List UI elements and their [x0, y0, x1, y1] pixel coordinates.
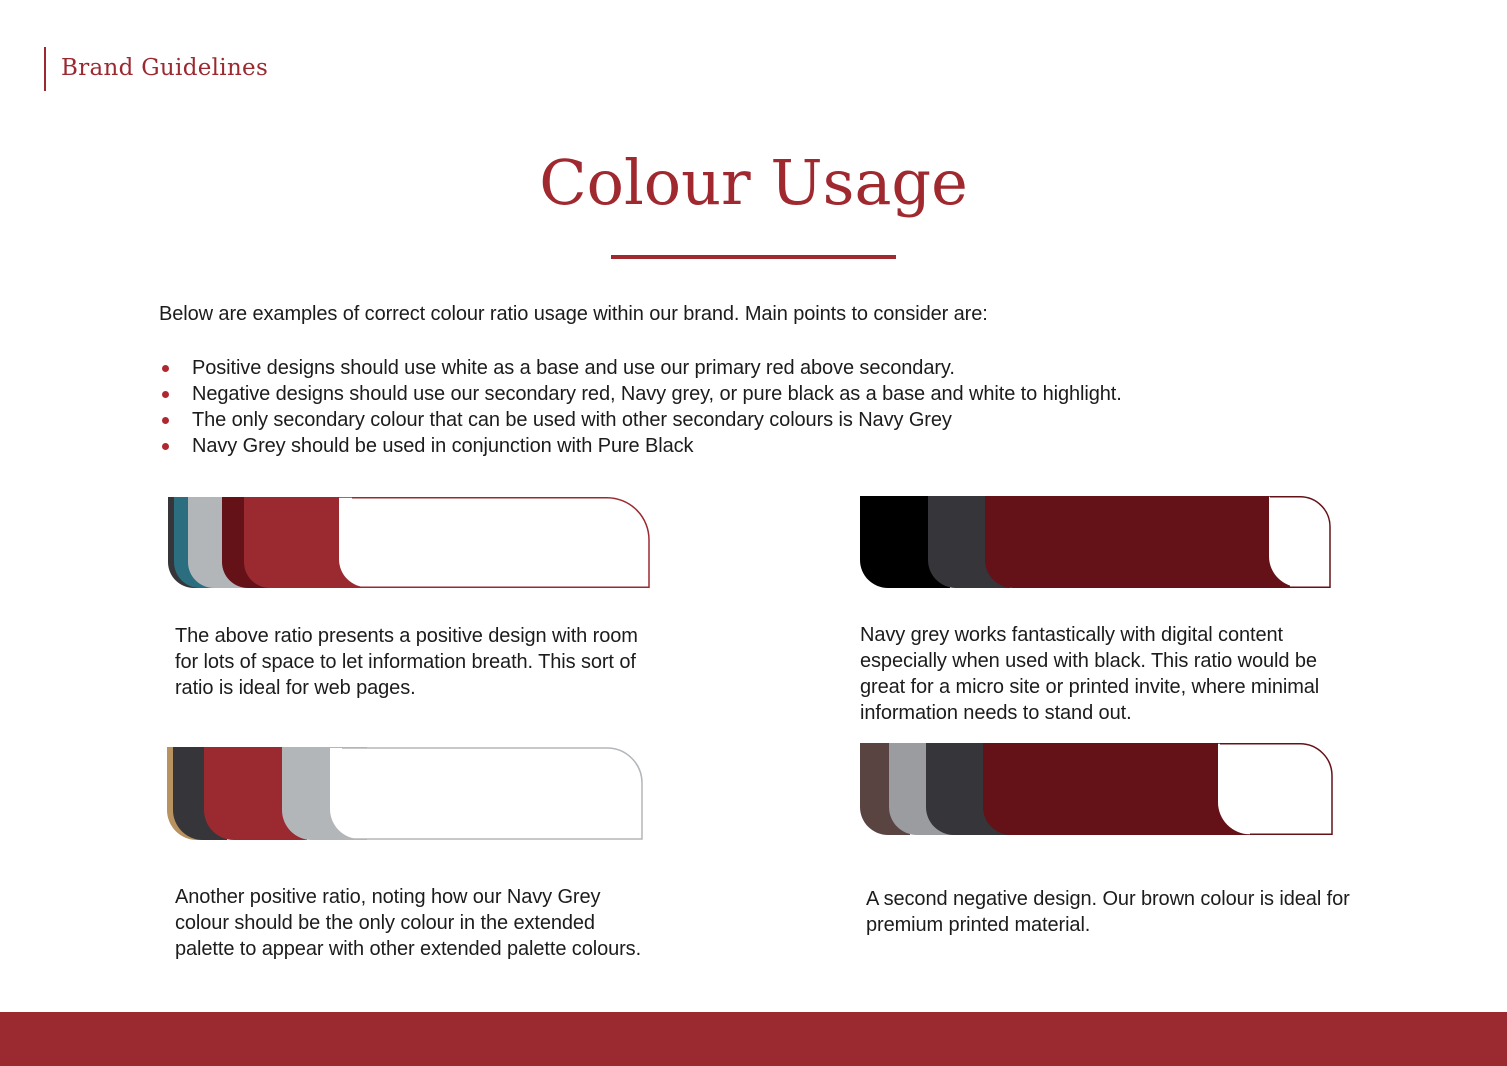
page-title: Colour Usage: [539, 146, 968, 219]
ratio-bar-positive-web: [168, 497, 652, 589]
guideline-point: Negative designs should use our secondary red, Navy grey, or pure black as a base and white to highlight.: [159, 381, 1122, 407]
ratio-bar-positive-extended: [167, 747, 644, 841]
swatch-secondary-red: [985, 496, 1290, 588]
header-accent-rule: [44, 47, 46, 91]
ratio-bar-negative-digital: [860, 496, 1332, 589]
swatch-white: [339, 498, 649, 588]
example-caption: Another positive ratio, noting how our Navy Grey colour should be the only colour in the extended palette to appear with other extended palette colours.: [175, 886, 642, 960]
header-title: Brand Guidelines: [61, 55, 269, 81]
ratio-bar-negative-premium: [860, 743, 1335, 836]
guideline-point: Positive designs should use white as a base and use our primary red above secondary.: [159, 355, 1122, 381]
swatch-white: [1218, 744, 1332, 835]
example-caption: Navy grey works fantastically with digital content especially when used with black. This ratio would be great for a micro site or printed invite, where minimal information needs to stand out.: [860, 624, 1320, 724]
swatch-white: [330, 748, 642, 839]
footer-bar: [0, 1012, 1507, 1066]
example-caption: A second negative design. Our brown colour is ideal for premium printed material.: [866, 888, 1350, 936]
example-caption: The above ratio presents a positive design with room for lots of space to let information breath. This sort of ratio is ideal for web pages.: [175, 625, 638, 699]
title-underline: [611, 255, 896, 259]
swatch-white: [1269, 497, 1330, 588]
guideline-point: Navy Grey should be used in conjunction with Pure Black: [159, 433, 1122, 459]
intro-text: Below are examples of correct colour ratio usage within our brand. Main points to consider are:: [159, 303, 988, 325]
guideline-points: [159, 355, 1122, 459]
guideline-point: The only secondary colour that can be used with other secondary colours is Navy Grey: [159, 407, 1122, 433]
